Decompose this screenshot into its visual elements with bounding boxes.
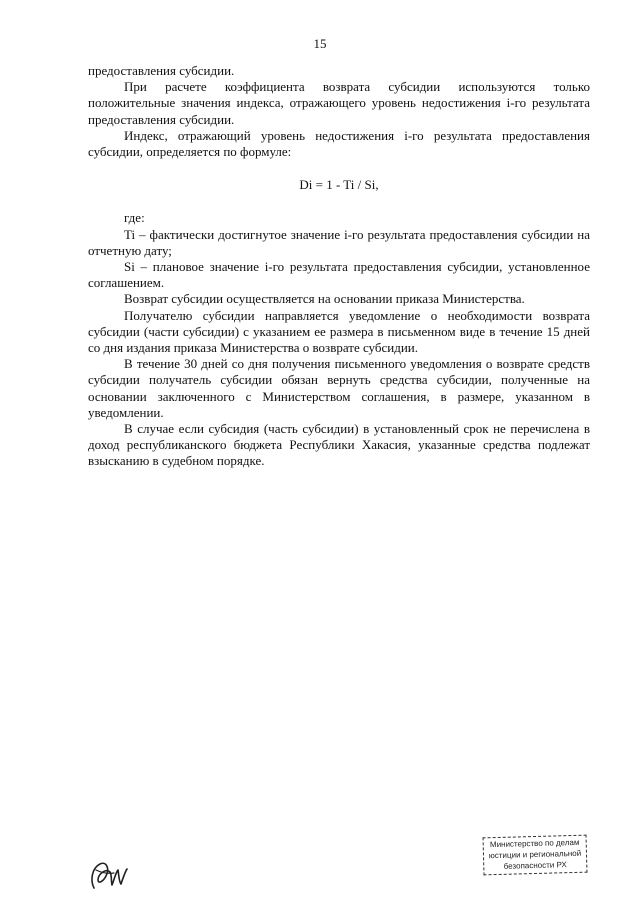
- formula: Di = 1 - Ti / Si,: [299, 177, 379, 193]
- page-number: 15: [313, 36, 327, 51]
- document-body: [88, 63, 590, 470]
- stamp-line: Министерство по делам: [489, 837, 580, 850]
- paragraph-notification: Получателю субсидии направляется уведомление о необходимости возврата субсидии (части субсидии) с указанием ее размера в письменном виде в течение 15 дней со дня издания приказа Министерства о возврате субсидии.: [88, 307, 590, 356]
- handwritten-signature: [86, 858, 132, 892]
- stamp-line: безопасности РХ: [503, 860, 567, 871]
- paragraph-si-definition: Si – плановое значение i-го результата предоставления субсидии, установленное соглашением.: [88, 259, 590, 291]
- paragraph-recovery: В случае если субсидия (часть субсидии) в установленный срок не перечислена в доход республиканского бюджета Республики Хакасия, указанные средства подлежат взысканию в судебном порядке.: [88, 421, 590, 469]
- stamp-line: юстиции и региональной: [488, 848, 582, 861]
- paragraph-where: где:: [124, 210, 145, 226]
- ministry-stamp: [483, 835, 588, 876]
- paragraph-index-definition: Индекс, отражающий уровень недостижения i-го результата предоставления субсидии, определяется по формуле:: [88, 127, 590, 160]
- paragraph-return-basis: Возврат субсидии осуществляется на основании приказа Министерства.: [124, 291, 525, 307]
- paragraph-ti-definition: Ti – фактически достигнутое значение i-го результата предоставления субсидии на отчетную дату;: [88, 226, 590, 258]
- paragraph-continuation: предоставления субсидии.: [88, 63, 235, 78]
- paragraph-return-deadline: В течение 30 дней со дня получения письменного уведомления о возврате средств субсидии получатель субсидии обязан вернуть средства субсидии, полученные на основании заключенного с Министерством соглашения, в размере, указанном в уведомлении.: [88, 356, 590, 420]
- paragraph-coefficient: При расчете коэффициента возврата субсидии используются только положительные значения индекса, отражающего уровень недостижения i-го результата предоставления субсидии.: [88, 79, 590, 127]
